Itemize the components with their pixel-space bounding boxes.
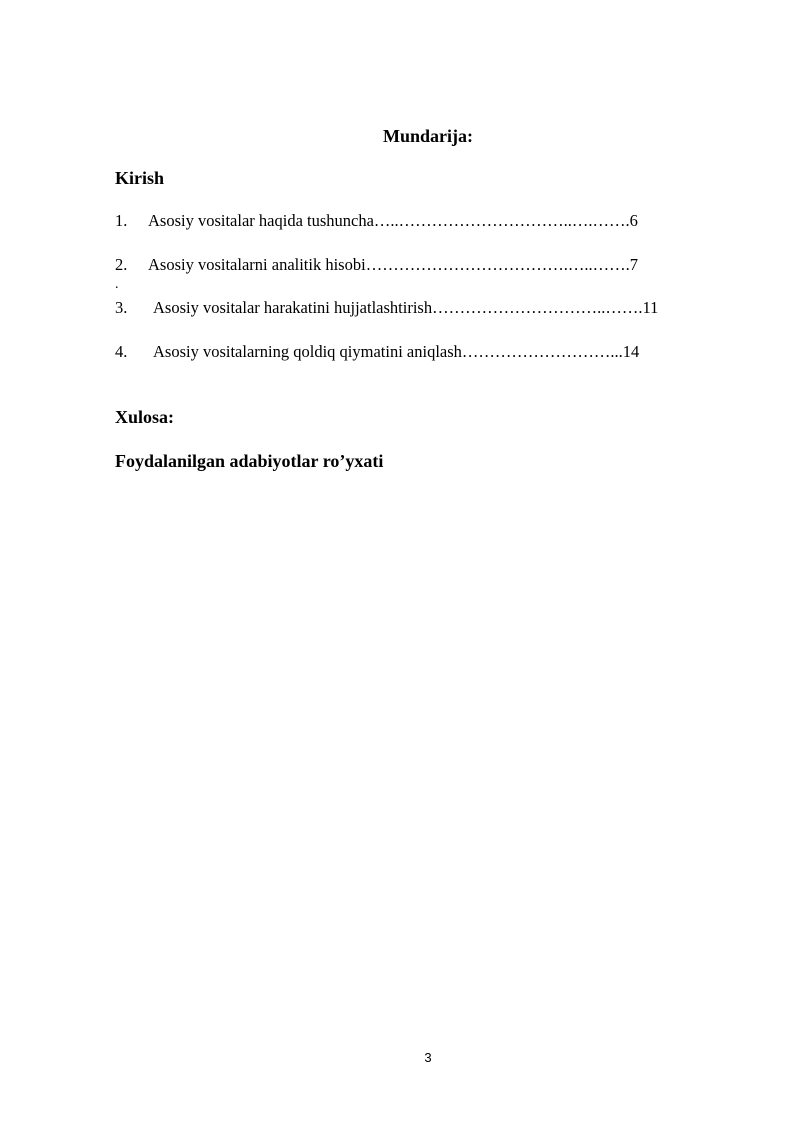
toc-entry-text: Asosiy vositalar haqida tushuncha…..…………………………..….…….6 xyxy=(148,211,638,230)
toc-entry-1 xyxy=(115,211,638,231)
toc-entry-2 xyxy=(115,255,638,275)
toc-entry-3 xyxy=(115,298,658,318)
conclusion-heading: Xulosa: xyxy=(115,407,175,427)
toc-entry-number: 3. xyxy=(115,298,128,317)
toc-entry-number: 1. xyxy=(115,211,128,230)
references-heading: Foydalanilgan adabiyotlar ro’yxati xyxy=(115,451,384,471)
toc-entry-text: Asosiy vositalarni analitik hisobi……………………………….…..…….7 xyxy=(148,255,638,274)
toc-entry-4 xyxy=(115,342,639,362)
page-number: 3 xyxy=(424,1050,432,1065)
table-of-contents-title: Mundarija: xyxy=(383,126,473,146)
stray-dot: . xyxy=(115,277,119,292)
toc-entry-number: 4. xyxy=(115,342,128,361)
toc-entry-number: 2. xyxy=(115,255,128,274)
intro-heading: Kirish xyxy=(115,168,165,188)
toc-entry-text: Asosiy vositalarning qoldiq qiymatini aniqlash………………………...14 xyxy=(153,342,640,361)
toc-entry-text: Asosiy vositalar harakatini hujjatlashtirish…………………………..…….11 xyxy=(153,298,659,317)
